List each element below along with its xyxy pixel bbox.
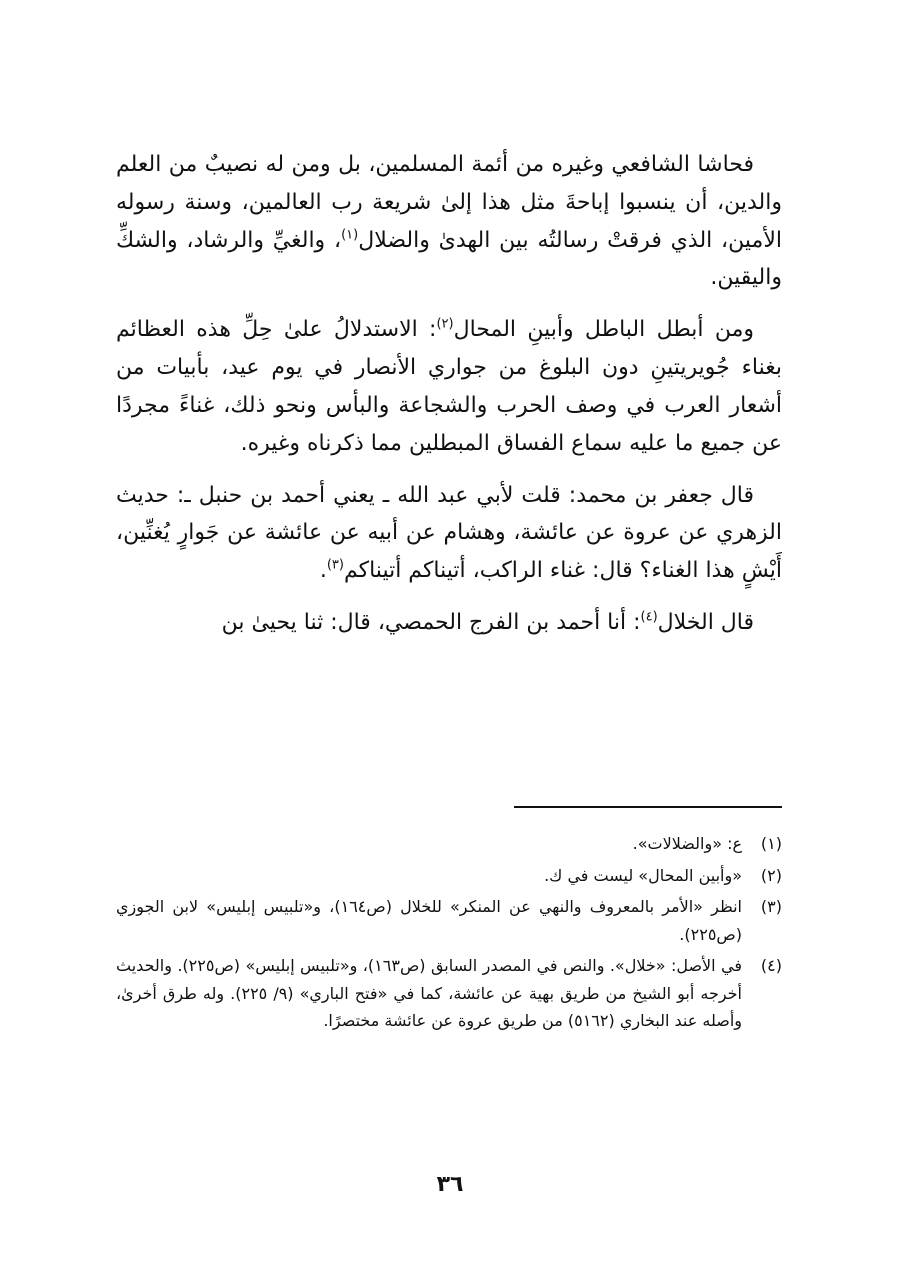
footnote-ref-1: (١) xyxy=(341,227,359,243)
footnote-number: (٣) xyxy=(760,897,782,917)
footnote-2 xyxy=(116,862,782,890)
footnotes xyxy=(116,830,782,1039)
paragraph-2 xyxy=(116,311,782,462)
footnote-ref-2: (٢) xyxy=(436,316,454,332)
paragraph-3-text-b: . xyxy=(319,558,327,584)
paragraph-1-text-a: فحاشا الشافعي وغيره من أئمة المسلمين، بل ومن له نصيبٌ من العلم والدين، أن ينسبوا إباحةَ مثل هذا إلىٰ شريعة رب العالمين، وسنة رسوله الأمين، الذي فرقتْ رسالتُه بين الهدىٰ والضلال xyxy=(116,152,782,253)
page-number: ٣٦ xyxy=(436,1172,464,1197)
footnote-text: انظر «الأمر بالمعروف والنهي عن المنكر» للخلال (ص١٦٤)، و«تلبيس إبليس» لابن الجوزي (ص٢٢٥). xyxy=(116,897,742,944)
paragraph-1-text-b: ، والغيِّ والرشاد، والشكِّ واليقين. xyxy=(116,227,782,291)
footnote-number: (١) xyxy=(760,834,782,853)
paragraph-4-text-b: : أنا أحمد بن الفرج الحمصي، قال: ثنا يحيىٰ بن xyxy=(221,610,641,636)
footnote-ref-4: (٤) xyxy=(640,609,658,625)
paragraph-3 xyxy=(116,477,782,590)
footnote-number: (٤) xyxy=(760,956,782,976)
footnote-text: في الأصل: «خلال». والنص في المصدر السابق (ص١٦٣)، و«تلبيس إبليس» (ص٢٢٥). والحديث أخرجه أبو الشيخ من طريق بهية عن عائشة، كما في «فتح الباري» (٩/ ٢٢٥). وله طرق أخرىٰ، وأصله عند البخاري (٥١٦٢) من طريق عروة عن عائشة مختصرًا. xyxy=(116,956,742,1031)
footnote-4 xyxy=(116,952,782,1035)
footnote-1 xyxy=(116,830,782,858)
paragraph-3-text-a: قال جعفر بن محمد: قلت لأبي عبد الله ـ يعني أحمد بن حنبل ـ: حديث الزهري عن عروة عن عائشة، وهشام عن أبيه عن عائشة عن جَوارٍ يُغنِّين، أَيْشٍ هذا الغناء؟ قال: غناء الراكب، أتيناكم أتيناكم xyxy=(116,482,782,584)
paragraph-2-text-a: ومن أبطل الباطل وأبينِ المحال xyxy=(453,317,754,343)
paragraph-4 xyxy=(116,604,782,642)
paragraph-2-text-b: : الاستدلالُ علىٰ حِلِّ هذه العظائم بغناء جُويريتينِ دون البلوغ من جواري الأنصار في يوم عيد، بأبيات من أشعار العرب في وصف الحرب والشجاعة والبأس ونحو ذلك، غناءً مجردًا عن جميع ما عليه سماع الفساق المبطلين مما ذكرناه وغيره. xyxy=(116,317,782,456)
main-text xyxy=(116,146,782,656)
footnote-number: (٢) xyxy=(760,865,782,885)
paragraph-4-text-a: قال الخلال xyxy=(657,610,754,636)
footnote-text: «وأبين المحال» ليست في ك. xyxy=(544,865,742,885)
paragraph-1 xyxy=(116,146,782,297)
footnote-text: ع: «والضلالات». xyxy=(632,834,742,853)
footnote-3 xyxy=(116,893,782,948)
footnote-ref-3: (٣) xyxy=(326,557,344,573)
footnote-separator xyxy=(514,806,782,808)
